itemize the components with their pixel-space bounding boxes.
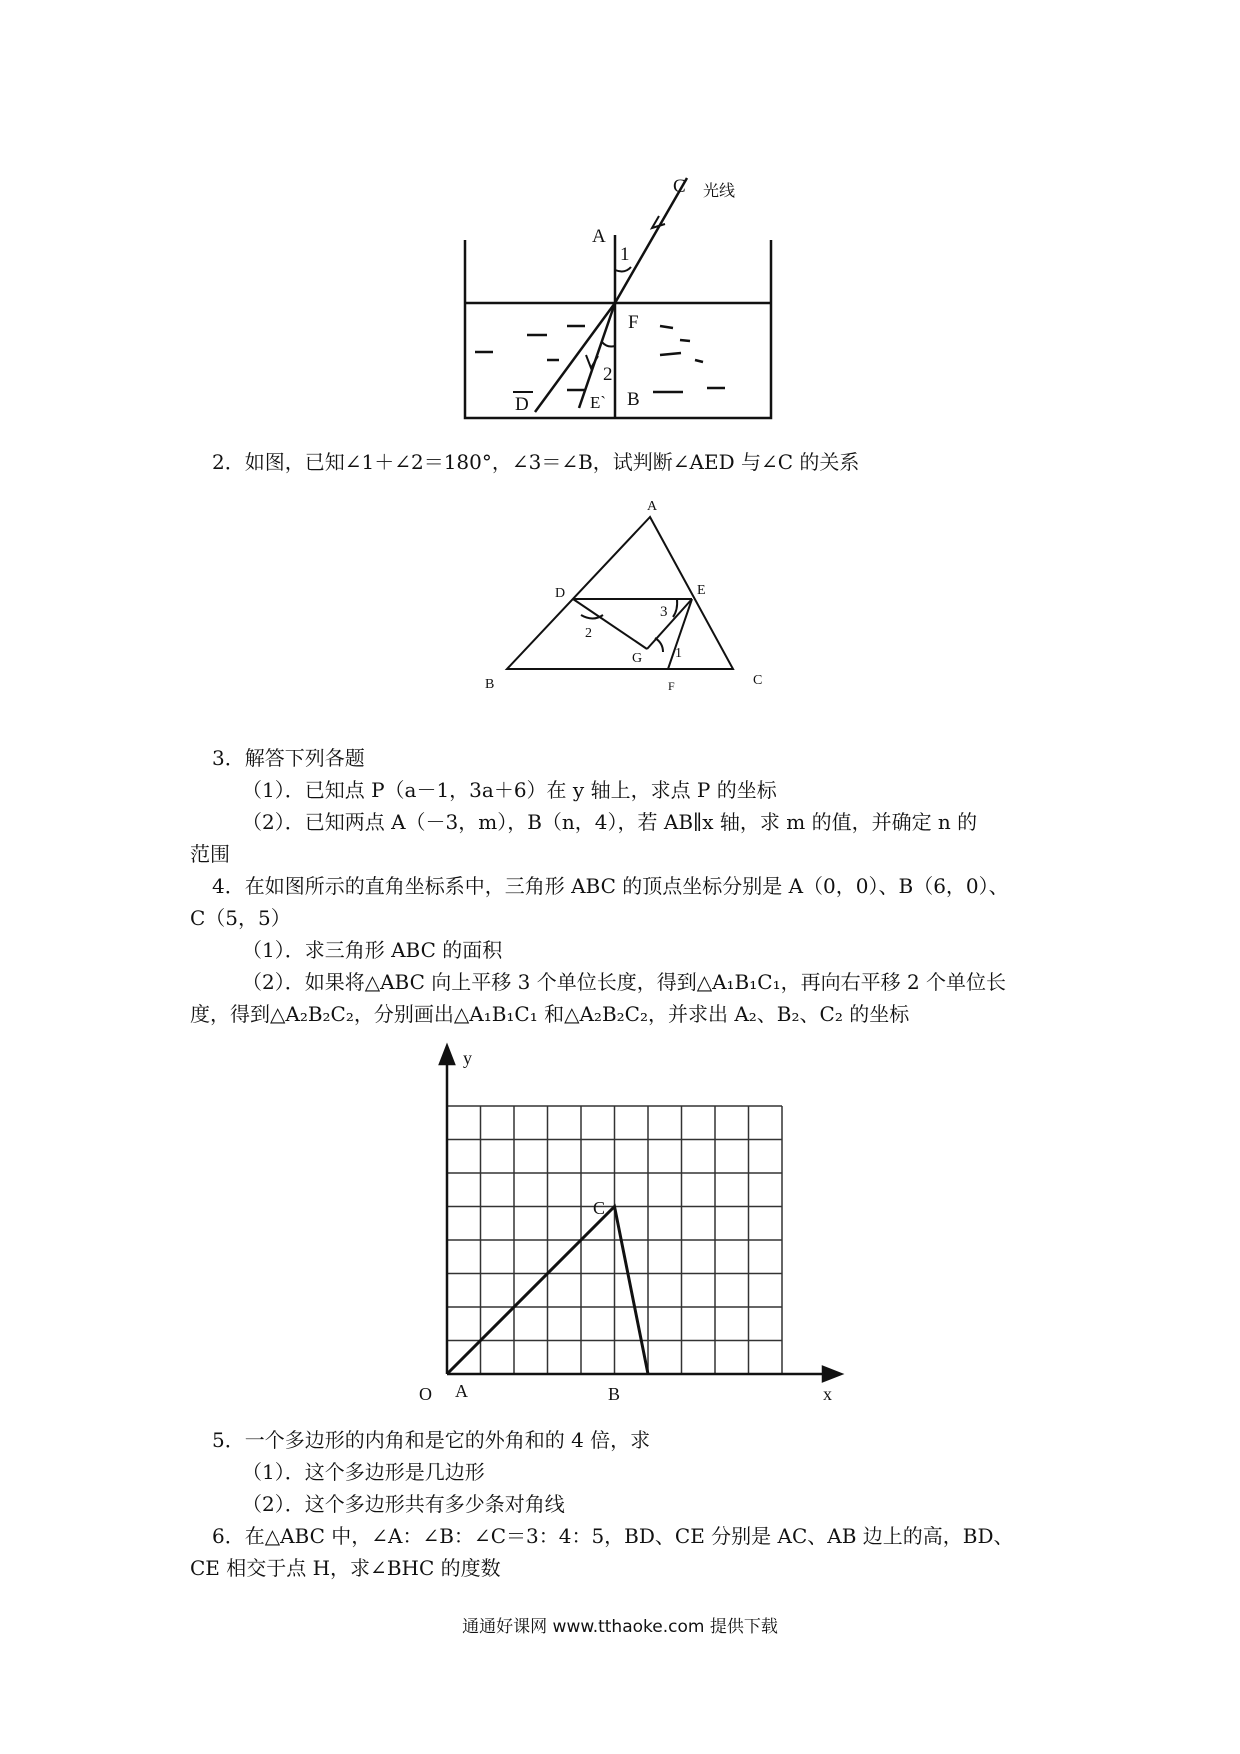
label-b: B [608,1384,621,1404]
question-4-part-2-line-1: （2）．如果将△ABC 向上平移 3 个单位长度，得到△A₁B₁C₁，再向右平移 2 个单位长 [242,970,1007,994]
question-4-part-1: （1）．求三角形 ABC 的面积 [242,938,503,962]
label-angle-1: 1 [620,244,630,265]
question-4-line-1: 4．在如图所示的直角坐标系中，三角形 ABC 的顶点坐标分别是 A（0，0）、B（6，0）、 [212,874,1009,898]
question-5-title: 5．一个多边形的内角和是它的外角和的 4 倍，求 [212,1428,651,1452]
segment-dg [573,599,647,649]
label-angle-1: 1 [675,646,682,661]
angle-2-arc [581,615,603,619]
coordinate-grid-figure [405,1040,845,1410]
label-d: D [555,586,566,601]
question-3-part-2-line-1: （2）．已知两点 A（－3，m），B（n，4），若 AB∥x 轴，求 m 的值，并确定 n 的 [242,810,978,834]
label-angle-3: 3 [660,604,668,620]
label-a: A [455,1381,468,1401]
label-angle-2: 2 [585,626,592,641]
grid-lines [447,1106,782,1374]
triangle-figure [475,492,775,692]
label-c: C [753,673,763,688]
refraction-figure [455,170,785,430]
question-6-line-1: 6．在△ABC 中，∠A：∠B：∠C＝3：4：5，BD、CE 分别是 AC、AB 边上的高，BD、 [212,1524,1014,1548]
question-6-line-2: CE 相交于点 H，求∠BHC 的度数 [190,1556,501,1580]
question-5-part-2: （2）．这个多边形共有多少条对角线 [242,1492,565,1516]
label-e: E` [590,393,607,412]
label-e: E [697,583,706,598]
label-b: B [485,677,495,692]
question-5-part-1: （1）．这个多边形是几边形 [242,1460,485,1484]
question-3-title: 3．解答下列各题 [212,746,365,770]
question-4-part-2-line-2: 度，得到△A₂B₂C₂，分别画出△A₁B₁C₁ 和△A₂B₂C₂，并求出 A₂、B₂、C₂ 的坐标 [190,1002,910,1026]
angle-2-arc [602,342,615,347]
label-f: F [668,679,675,693]
question-4-line-2: C（5，5） [190,906,291,930]
label-angle-2: 2 [603,364,613,385]
x-axis-arrow [823,1367,841,1381]
label-o: O [419,1384,432,1404]
label-y: y [463,1048,472,1068]
angle-1-arc [615,267,631,271]
tank-outline [465,240,771,418]
y-axis-arrow [440,1046,454,1064]
label-light: 光线 [703,181,736,200]
label-b: B [627,389,640,410]
footer-credit: 通通好课网 www.tthaoke.com 提供下载 [462,1617,778,1637]
label-c: C [673,176,686,197]
question-2-text: 2．如图，已知∠1＋∠2＝180°，∠3＝∠B，试判断∠AED 与∠C 的关系 [212,450,860,474]
angle-3-arc [673,599,677,617]
label-c: C [593,1198,606,1218]
segment-eg [647,599,692,649]
question-3-part-2-line-2: 范围 [190,842,230,866]
label-g: G [632,651,643,666]
label-x: x [823,1384,832,1404]
question-3-part-1: （1）．已知点 P（a－1，3a＋6）在 y 轴上，求点 P 的坐标 [242,778,777,802]
label-d: D [515,394,529,415]
label-a: A [647,499,658,514]
label-a: A [592,226,606,247]
label-f: F [628,312,639,333]
